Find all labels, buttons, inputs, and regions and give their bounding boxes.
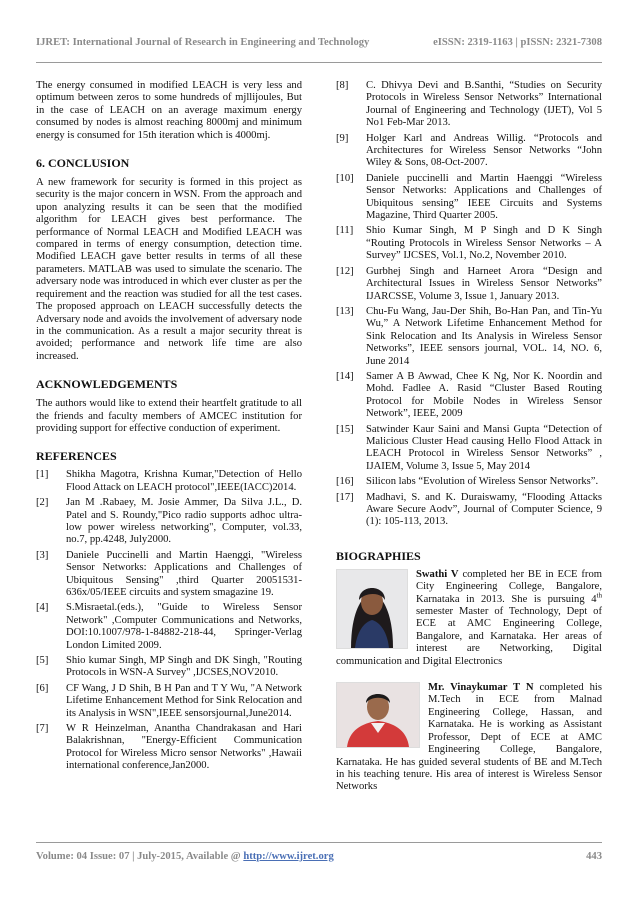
author-photo-swathi bbox=[336, 569, 408, 649]
running-footer bbox=[36, 851, 602, 862]
person-silhouette-icon bbox=[337, 570, 407, 648]
bio-text-swathi-a: completed her BE in ECE from City Engineering College, Bangalore, Karnataka in 2013. She is pursuing 4 bbox=[416, 568, 602, 605]
reference-item: [2] Jan M .Rabaey, M. Josie Ammer, Da Silva J.L., D. Patel and S. Roundy,"Pico radio supports adhoc ultra-low power wireless networking", Computer, vol.33, no.7, pp.4248, July2000. bbox=[36, 497, 302, 546]
references-heading: REFERENCES bbox=[36, 449, 117, 464]
reference-item: [7] W R Heinzelman, Anantha Chandrakasan and Hari Balakrishnan, "Energy-Efficient Communication Protocol for Wireless Micro sensor Networks" ,Hawaii international conference,Jan2000. bbox=[36, 723, 302, 772]
reference-item: [13] Chu-Fu Wang, Jau-Der Shih, Bo-Han Pan, and Tin-Yu Wu,” A Network Lifetime Enhancement Method for Sink Relocation and Its Analysis in Wireless Sensor Networks”, IEEE sensors journal, VOL. 14, NO. 6, June 2014 bbox=[336, 305, 602, 367]
conclusion-heading: 6. CONCLUSION bbox=[36, 156, 130, 171]
running-header bbox=[36, 37, 602, 48]
reference-item: [11] Shio Kumar Singh, M P Singh and D K Singh “Routing Protocols in Wireless Sensor Networks – A Survey” IJCSES, Vol.1, No.2, November 2010. bbox=[336, 225, 602, 262]
reference-item: [10] Daniele puccinelli and Martin Haenggi “Wireless Sensor Networks: Applications and Challenges of Ubiquitous sensing” IEEE Circuits and Systems Magazine, Third Quarter 2005. bbox=[336, 172, 602, 222]
results-paragraph: The energy consumed in modified LEACH is very less and optimum between zeros to some hundreds of mjllijoules, But in the case of LEACH on an average maximum energy consumed by nodes is almost reaching 8000mj and minimum energy is consumed for 15th iteration which is 4000mj. bbox=[36, 80, 302, 141]
footer-rule bbox=[36, 842, 602, 843]
biography-swathi bbox=[336, 569, 602, 668]
bio-text-swathi-b: semester Master of Technology, Dept of ECE at AMC Engineering College, Bangalore, and Karnataka. Her areas of interest are Networking, Digital communication and Digital Electronics bbox=[336, 606, 602, 667]
conclusion-paragraph: A new framework for security is formed in this project as security is the major concern in WSN. From the approach and upon analyzing results it can be seen that the modified algorithm for LEACH gives best performance. The performance of Normal LEACH and Modified LEACH was compared in terms of energy consumption, detection time. Modified LEACH gave better results in terms of all these parameters. MATLAB was used to simulate the scenario. The adversary node was introduced in which ever cluster as per the requirement and the reaction was studied for all the test cases. The proposed approach on LEACH successfully detects the Adversary node and avoids the involvement of adversary node in the communication. As a result a major security threat is avoided; performance and network life time are also increased. bbox=[36, 177, 302, 362]
bio-text-vinaykumar: completed his M.Tech in ECE from Malnad Engineering College, Hassan, and Karnataka. He is working as Assistant Professor, Dept of ECE at AMC Engineering College, Bangalore, Karnataka. He has guided several students of BE and M.Tech in his teaching tenure. His area of interest is Wireless Sensor Networks bbox=[336, 682, 602, 793]
journal-title: IJRET: International Journal of Research in Engineering and Technology bbox=[36, 37, 370, 48]
biography-vinaykumar bbox=[336, 682, 602, 794]
person-silhouette-icon bbox=[337, 683, 419, 747]
reference-item: [5] Shio kumar Singh, MP Singh and DK Singh, "Routing Protocols in WSN-A Survey" ,IJCSES,NOV2010. bbox=[36, 655, 302, 679]
reference-item: [4] S.Misraetal.(eds.), "Guide to Wireless Sensor Network" ,Computer Communications and Networks, DOI:10.1007/978-1-84882-218-44, Springer-Verlag London Limited 2009. bbox=[36, 602, 302, 651]
ordinal-suffix: th bbox=[596, 591, 602, 600]
reference-item: [1] Shikha Magotra, Krishna Kumar,"Detection of Hello Flood Attack on LEACH protocol",IEEE(IACC)2014. bbox=[36, 469, 302, 493]
author-name-vinaykumar: Mr. Vinaykumar T N bbox=[428, 682, 534, 694]
page-number: 443 bbox=[586, 851, 602, 862]
author-photo-vinaykumar bbox=[336, 682, 420, 748]
biographies-heading: BIOGRAPHIES bbox=[336, 548, 421, 563]
left-column bbox=[36, 80, 302, 773]
reference-item: [9] Holger Karl and Andreas Willig. “Protocols and Architectures for Wireless Sensor Networks “John Wiley & Sons, 08-Oct-2007. bbox=[336, 132, 602, 169]
author-name-swathi: Swathi V bbox=[416, 568, 459, 580]
reference-item: [12] Gurbhej Singh and Harneet Arora “Design and Architectural Issues in Wireless Sensor Networks” IJARCSSE, Volume 3, Issue 1, January 2013. bbox=[336, 265, 602, 302]
acknowledgements-heading: ACKNOWLEDGEMENTS bbox=[36, 377, 178, 392]
reference-list-right bbox=[336, 80, 602, 529]
reference-item: [3] Daniele Puccinelli and Martin Haenggi, "Wireless Sensor Networks: Applications and Challenges of Ubiquitous Sensing" ,third Quarter 20051531-636x/05/IEEE circuits and system smagazine 19. bbox=[36, 549, 302, 598]
reference-item: [14] Samer A B Awwad, Chee K Ng, Nor K. Noordin and Mohd. Fadlee A. Rasid “Cluster Based Routing Protocol for Mobile Nodes in Wireless Sensor Network”, IEEE, 2009 bbox=[336, 370, 602, 420]
reference-item: [6] CF Wang, J D Shih, B H Pan and T Y Wu, "A Network Lifetime Enhancement Method for Sink Relocation and its Analysis in WSN",IEEE sensorsjournal,June2014. bbox=[36, 682, 302, 719]
reference-item: [17] Madhavi, S. and K. Duraiswamy, “Flooding Attacks Aware Secure Aodv”, Journal of Computer Science, 9 (1): 105-113, 2013. bbox=[336, 491, 602, 528]
reference-item: [15] Satwinder Kaur Saini and Mansi Gupta “Detection of Malicious Cluster Head causing Hello Flood Attack in LEACH Protocol in Wireless Sensor Networks” , IJAIEM, Volume 3, Issue 5, May 2014 bbox=[336, 423, 602, 472]
volume-info: Volume: 04 Issue: 07 | July-2015, Available @ http://www.ijret.org bbox=[36, 851, 334, 862]
header-rule bbox=[36, 62, 602, 63]
acknowledgements-paragraph: The authors would like to extend their heartfelt gratitude to all the friends and faculty members of AMCEC institution for providing support for effective conduction of experiment. bbox=[36, 398, 302, 434]
reference-item: [16] Silicon labs “Evolution of Wireless Sensor Networks”. bbox=[336, 476, 599, 488]
reference-list-left bbox=[36, 469, 302, 772]
right-column bbox=[336, 80, 602, 794]
issn-label: eISSN: 2319-1163 | pISSN: 2321-7308 bbox=[433, 37, 602, 48]
journal-link[interactable]: http://www.ijret.org bbox=[243, 851, 334, 862]
reference-item: [8] C. Dhivya Devi and B.Santhi, “Studies on Security Protocols in Wireless Sensor Networks” International Journal of Engineering and Technology (IJET), Vol 5 No1 Feb-Mar 2013. bbox=[336, 80, 602, 129]
